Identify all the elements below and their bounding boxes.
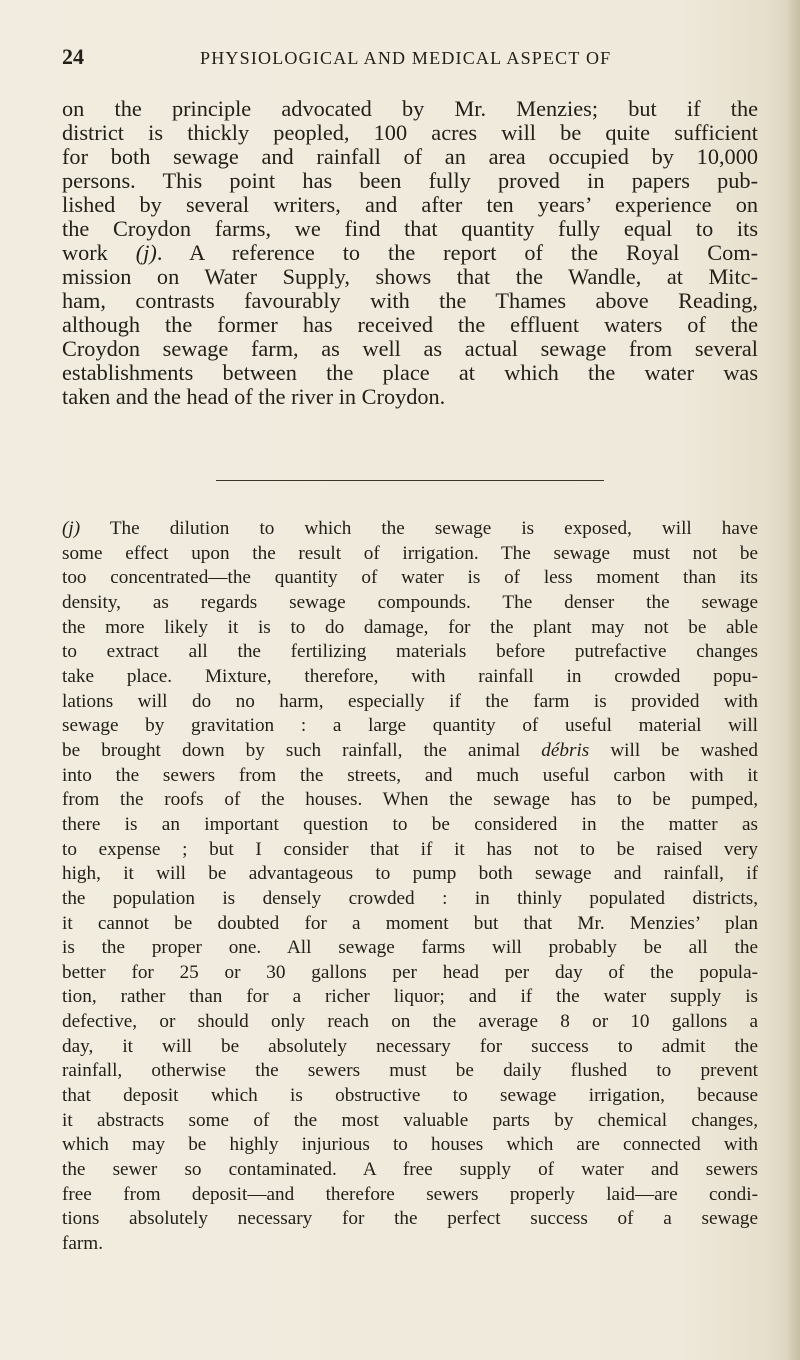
footnote-line <box>62 517 758 542</box>
running-head <box>62 44 762 74</box>
footnote-line: the population is densely crowded : in thinly populated districts, <box>62 887 758 909</box>
main-paragraph <box>62 97 758 409</box>
footnote-line: too concentrated—the quantity of water is of less moment than its <box>62 567 758 589</box>
footnote-line: rainfall, otherwise the sewers must be daily flushed to prevent <box>62 1060 758 1082</box>
footnote-line: it cannot be doubted for a moment but that Mr. Menzies’ plan <box>62 912 758 934</box>
footnote-line: free from deposit—and therefore sewers properly laid—are condi- <box>62 1183 758 1205</box>
body-line: ham, contrasts favourably with the Thames above Reading, <box>62 288 758 313</box>
page-number: 24 <box>62 44 84 69</box>
footnote-marker: (j) <box>62 518 81 539</box>
page-edge-shadow <box>786 0 800 1360</box>
footnote-line: lations will do no harm, especially if the farm is provided with <box>62 690 758 712</box>
footnote-line: from the roofs of the houses. When the sewage has to be pumped, <box>62 789 758 811</box>
body-line: the Croydon farms, we find that quantity fully equal to its <box>62 216 758 241</box>
footnote-line: some effect upon the result of irrigation. The sewage must not be <box>62 542 758 564</box>
footnote-line: high, it will be advantageous to pump both sewage and rainfall, if <box>62 863 758 885</box>
footnote-line: to extract all the fertilizing materials before putrefactive changes <box>62 641 758 663</box>
footnote-line: which may be highly injurious to houses which are connected with <box>62 1134 758 1156</box>
footnote-line: day, it will be absolutely necessary for success to admit the <box>62 1035 758 1057</box>
body-line: district is thickly peopled, 100 acres will be quite sufficient <box>62 120 758 145</box>
body-line: lished by several writers, and after ten years’ experience on <box>62 192 758 217</box>
footnote-line: is the proper one. All sewage farms will probably be all the <box>62 937 758 959</box>
body-line: Croydon sewage farm, as well as actual sewage from several <box>62 336 758 361</box>
footnote-line: into the sewers from the streets, and much useful carbon with it <box>62 764 758 786</box>
footnote-line: it abstracts some of the most valuable parts by chemical changes, <box>62 1109 758 1131</box>
body-line: for both sewage and rainfall of an area occupied by 10,000 <box>62 144 758 169</box>
body-line: establishments between the place at which the water was <box>62 360 758 385</box>
footnote-line: defective, or should only reach on the average 8 or 10 gallons a <box>62 1011 758 1033</box>
footnote-divider <box>216 480 604 481</box>
footnote-line: sewage by gravitation : a large quantity of useful material will <box>62 715 758 737</box>
footnote <box>62 517 758 1257</box>
footnote-line: there is an important question to be considered in the matter as <box>62 813 758 835</box>
footnote-line: the more likely it is to do damage, for the plant may not be able <box>62 616 758 638</box>
footnote-line: tions absolutely necessary for the perfect success of a sewage <box>62 1208 758 1230</box>
running-title: PHYSIOLOGICAL AND MEDICAL ASPECT OF <box>200 48 612 68</box>
footnote-line-text: The dilution to which the sewage is exposed, will have <box>109 518 758 539</box>
footnote-line: density, as regards sewage compounds. The denser the sewage <box>62 591 758 613</box>
body-line: although the former has received the effluent waters of the <box>62 312 758 337</box>
footnote-reference: (j) <box>135 240 157 265</box>
footnote-line: farm. <box>62 1233 104 1255</box>
footnote-line: tion, rather than for a richer liquor; and if the water supply is <box>62 986 758 1008</box>
body-line: work (j). A reference to the report of the Royal Com- <box>62 240 758 265</box>
footnote-line: take place. Mixture, therefore, with rainfall in crowded popu- <box>62 665 758 687</box>
body-line: on the principle advocated by Mr. Menzies; but if the <box>62 96 758 121</box>
body-line: mission on Water Supply, shows that the Wandle, at Mitc- <box>62 264 758 289</box>
italic-word: débris <box>541 739 590 761</box>
footnote-line: the sewer so contaminated. A free supply of water and sewers <box>62 1159 758 1181</box>
body-line: persons. This point has been fully proved in papers pub- <box>62 168 758 193</box>
body-line: taken and the head of the river in Croydon. <box>62 384 446 409</box>
footnote-line: be brought down by such rainfall, the animal débris will be washed <box>62 739 758 761</box>
footnote-line: that deposit which is obstructive to sewage irrigation, because <box>62 1085 758 1107</box>
footnote-line: better for 25 or 30 gallons per head per day of the popula- <box>62 961 758 983</box>
footnote-line: to expense ; but I consider that if it has not to be raised very <box>62 838 758 860</box>
